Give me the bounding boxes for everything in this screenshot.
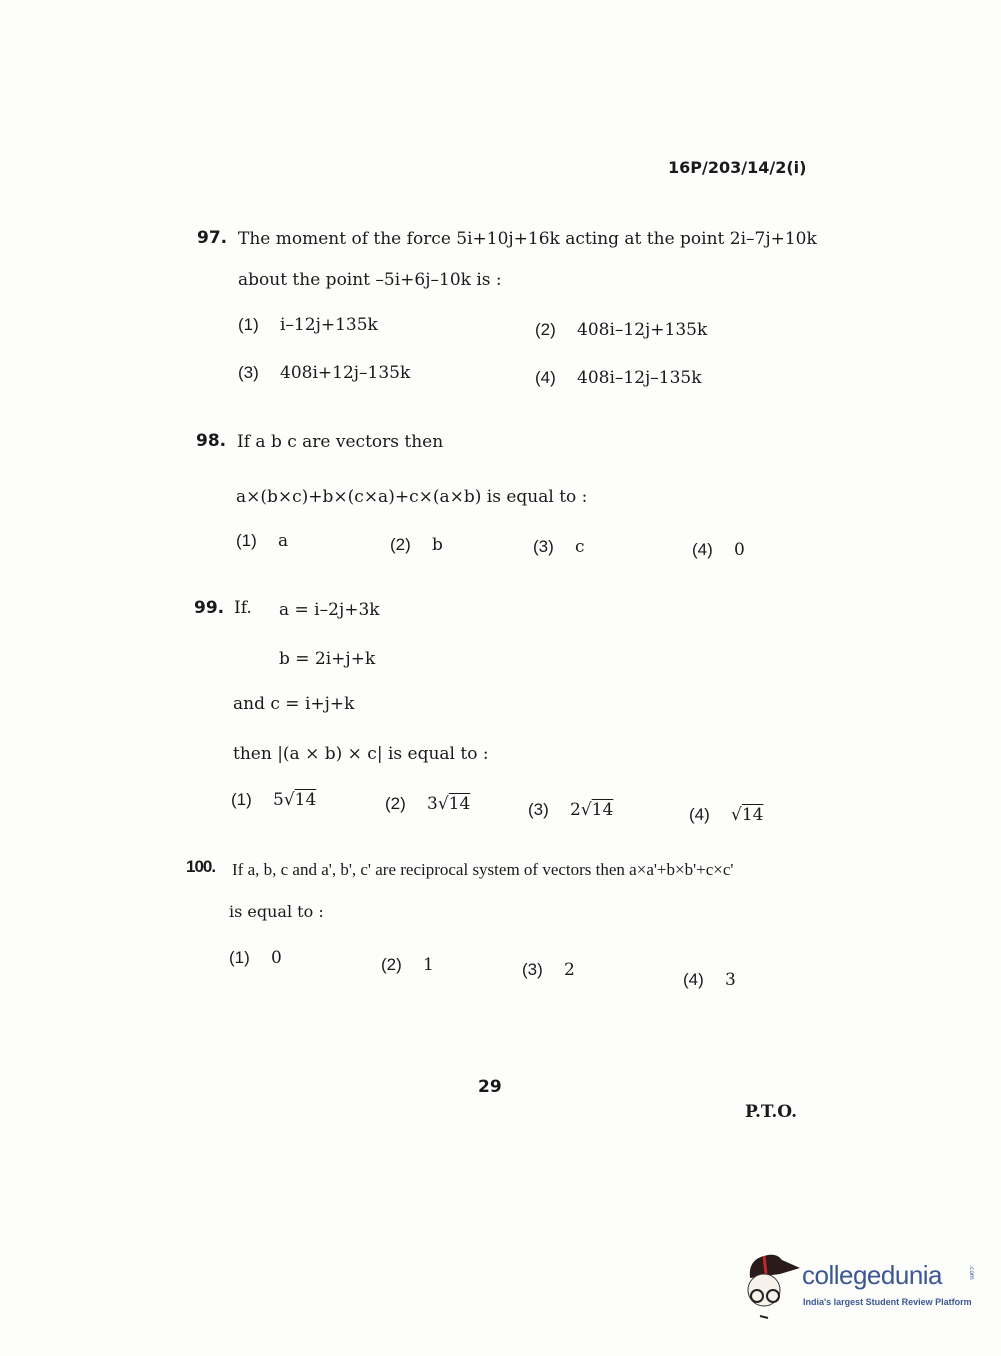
brand-tagline: India's largest Student Review Platform [803, 1297, 972, 1307]
option-2: (2) b [390, 535, 443, 555]
option-2: (2) 408i–12j+135k [535, 320, 708, 340]
question-text: If a, b, c and a', b', c' are reciprocal system of vectors then a×a'+b×b'+c×c' [232, 860, 734, 879]
option-3: (3) 2√14 [528, 800, 614, 820]
option-1: (1) 0 [229, 948, 282, 968]
option-4: (4) 408i–12j–135k [535, 368, 702, 388]
question-number: 98. [196, 431, 227, 451]
option-4: (4) 0 [692, 540, 745, 560]
option-1: (1) 5√14 [231, 790, 317, 810]
question-text: The moment of the force 5i+10j+16k acting at the point 2i–7j+10k [238, 229, 817, 249]
option-1: (1) a [236, 531, 289, 551]
option-3: (3) 408i+12j–135k [238, 363, 411, 383]
paper-code: 16P/203/14/2(i) [668, 158, 807, 177]
option-1: (1) i–12j+135k [238, 315, 378, 335]
option-3: (3) c [533, 537, 585, 557]
option-3: (3) 2 [522, 960, 575, 980]
brand-name: collegedunia [802, 1260, 943, 1290]
option-4: (4) 3 [683, 970, 736, 990]
vector-a: a = i–2j+3k [279, 600, 380, 620]
question-number: 97. [197, 228, 228, 248]
page-number: 29 [478, 1077, 502, 1097]
question-text: then |(a × b) × c| is equal to : [233, 744, 489, 764]
question-number: 100. [186, 857, 216, 876]
option-2: (2) 3√14 [385, 794, 471, 814]
question-text: If a b c are vectors then [237, 432, 444, 452]
question-text: If. [234, 598, 252, 618]
option-4: (4) √14 [689, 805, 764, 825]
mascot-logo-icon [742, 1250, 802, 1320]
vector-c: and c = i+j+k [233, 694, 355, 714]
question-text: is equal to : [229, 902, 324, 921]
pto-label: P.T.O. [745, 1102, 797, 1122]
question-text: a×(b×c)+b×(c×a)+c×(a×b) is equal to : [236, 487, 588, 507]
vector-b: b = 2i+j+k [279, 649, 376, 669]
collegedunia-watermark [742, 1250, 982, 1320]
option-2: (2) 1 [381, 955, 434, 975]
question-number: 99. [194, 598, 225, 618]
question-text: about the point –5i+6j–10k is : [238, 270, 502, 290]
brand-suffix: .com [968, 1265, 975, 1280]
